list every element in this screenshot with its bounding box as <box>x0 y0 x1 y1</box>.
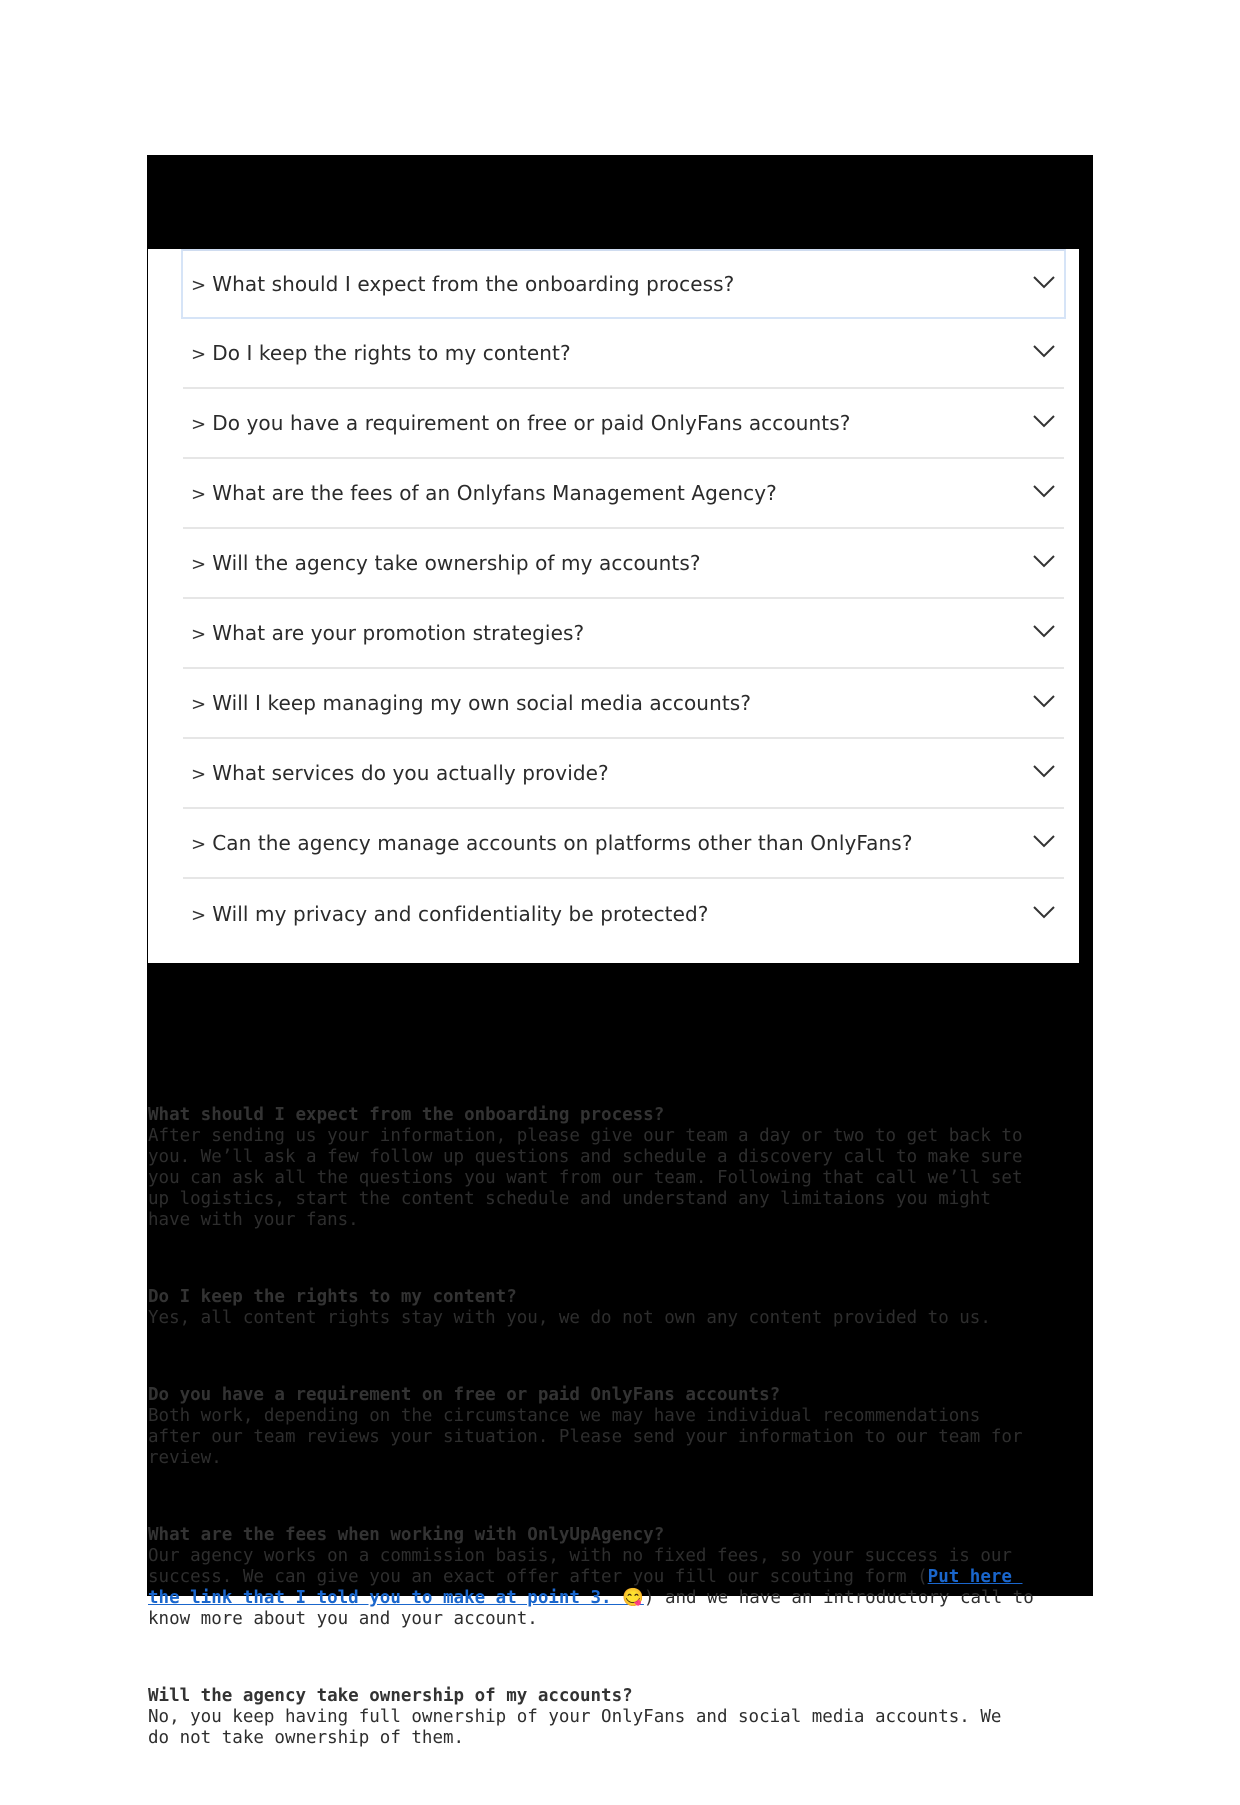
answer-line: Both work, depending on the circumstance we may have individual recommendations <box>148 1406 981 1426</box>
faq-question-text[interactable]: Can the agency manage accounts on platforms other than OnlyFans? <box>212 831 913 855</box>
answer-question: Do you have a requirement on free or paid OnlyFans accounts? <box>148 1385 781 1405</box>
chevron-down-icon[interactable] <box>1032 694 1056 708</box>
answer-question: Do I keep the rights to my content? <box>148 1287 517 1307</box>
faq-question[interactable] <box>183 551 701 575</box>
answer-line: up logistics, start the content schedule and understand any limitaions you might <box>148 1189 991 1209</box>
answer-block <box>148 1105 1093 1231</box>
answer-line: you. We’ll ask a few follow up questions and schedule a discovery call to make sure <box>148 1147 1023 1167</box>
faq-question-text[interactable]: What are your promotion strategies? <box>212 621 585 645</box>
answer-block <box>148 1385 1093 1469</box>
answer-question: What should I expect from the onboarding process? <box>148 1105 665 1125</box>
faq-question[interactable] <box>183 341 571 365</box>
faq-item[interactable] <box>183 879 1064 949</box>
answer-line: after our team reviews your situation. Please send your information to our team for <box>148 1427 1023 1447</box>
answer-line: you can ask all the questions you want from our team. Following that call we’ll set <box>148 1168 1023 1188</box>
answer-line: know more about you and your account. <box>148 1609 538 1629</box>
faq-question[interactable] <box>183 761 609 785</box>
faq-item[interactable] <box>183 809 1064 879</box>
faq-answers-text <box>148 1063 1093 1805</box>
answer-line: After sending us your information, please give our team a day or two to get back to <box>148 1126 1023 1146</box>
chevron-down-icon[interactable] <box>1032 834 1056 848</box>
chevron-down-icon[interactable] <box>1032 414 1056 428</box>
link-text[interactable]: Put here <box>927 1567 1023 1587</box>
answer-block <box>148 1287 1093 1329</box>
answer-line: No, you keep having full ownership of your OnlyFans and social media accounts. We <box>148 1707 1002 1727</box>
answer-block <box>148 1686 1093 1749</box>
answer-line: Our agency works on a commission basis, with no fixed fees, so your success is our <box>148 1546 1012 1566</box>
answer-question: What are the fees when working with OnlyUpAgency? <box>148 1525 665 1545</box>
faq-question[interactable] <box>183 691 751 715</box>
answer-line: have with your fans. <box>148 1210 359 1230</box>
faq-question-text[interactable]: What services do you actually provide? <box>212 761 609 785</box>
caret-right-icon: > <box>191 275 207 296</box>
faq-item[interactable] <box>183 599 1064 669</box>
chevron-down-icon[interactable] <box>1032 484 1056 498</box>
caret-right-icon: > <box>191 344 207 365</box>
answer-line: do not take ownership of them. <box>148 1728 465 1748</box>
caret-right-icon: > <box>191 414 207 435</box>
caret-right-icon: > <box>191 554 207 575</box>
faq-question-text[interactable]: What are the fees of an Onlyfans Management Agency? <box>212 481 777 505</box>
caret-right-icon: > <box>191 624 207 645</box>
faq-item[interactable] <box>181 249 1066 319</box>
answer-line: ) and we have an introductory call to <box>643 1588 1034 1608</box>
faq-question[interactable] <box>183 411 850 435</box>
answer-line: review. <box>148 1448 222 1468</box>
caret-right-icon: > <box>191 484 207 505</box>
caret-right-icon: > <box>191 764 207 785</box>
chevron-down-icon[interactable] <box>1032 275 1056 289</box>
faq-question[interactable] <box>183 902 709 926</box>
faq-list <box>183 249 1064 949</box>
faq-item[interactable] <box>183 739 1064 809</box>
faq-question[interactable] <box>183 621 584 645</box>
faq-item[interactable] <box>183 669 1064 739</box>
faq-question-text[interactable]: Do I keep the rights to my content? <box>212 341 571 365</box>
caret-right-icon: > <box>191 905 207 926</box>
faq-question-text[interactable]: Will my privacy and confidentiality be protected? <box>212 902 709 926</box>
chevron-down-icon[interactable] <box>1032 344 1056 358</box>
faq-question[interactable] <box>183 272 734 296</box>
chevron-down-icon[interactable] <box>1032 624 1056 638</box>
faq-item[interactable] <box>183 529 1064 599</box>
faq-accordion-panel <box>148 249 1079 963</box>
faq-item[interactable] <box>183 389 1064 459</box>
chevron-down-icon[interactable] <box>1032 554 1056 568</box>
faq-question-text[interactable]: Will I keep managing my own social media accounts? <box>212 691 752 715</box>
faq-question[interactable] <box>183 831 913 855</box>
faq-item[interactable] <box>183 319 1064 389</box>
answer-line: success. We can give you an exact offer after you fill our scouting form ( <box>148 1567 928 1587</box>
chevron-down-icon[interactable] <box>1032 905 1056 919</box>
answer-line: Yes, all content rights stay with you, we do not own any content provided to us. <box>148 1308 991 1328</box>
answer-question: Will the agency take ownership of my accounts? <box>148 1686 633 1706</box>
faq-item[interactable] <box>183 459 1064 529</box>
faq-question-text[interactable]: What should I expect from the onboarding process? <box>212 272 735 296</box>
faq-question[interactable] <box>183 481 777 505</box>
faq-question-text[interactable]: Do you have a requirement on free or paid OnlyFans accounts? <box>212 411 851 435</box>
faq-question-text[interactable]: Will the agency take ownership of my accounts? <box>212 551 701 575</box>
link-text[interactable]: the link that I told you to make at point 3. 😋 <box>148 1588 644 1608</box>
caret-right-icon: > <box>191 694 207 715</box>
chevron-down-icon[interactable] <box>1032 764 1056 778</box>
answer-block <box>148 1525 1093 1630</box>
caret-right-icon: > <box>191 834 207 855</box>
